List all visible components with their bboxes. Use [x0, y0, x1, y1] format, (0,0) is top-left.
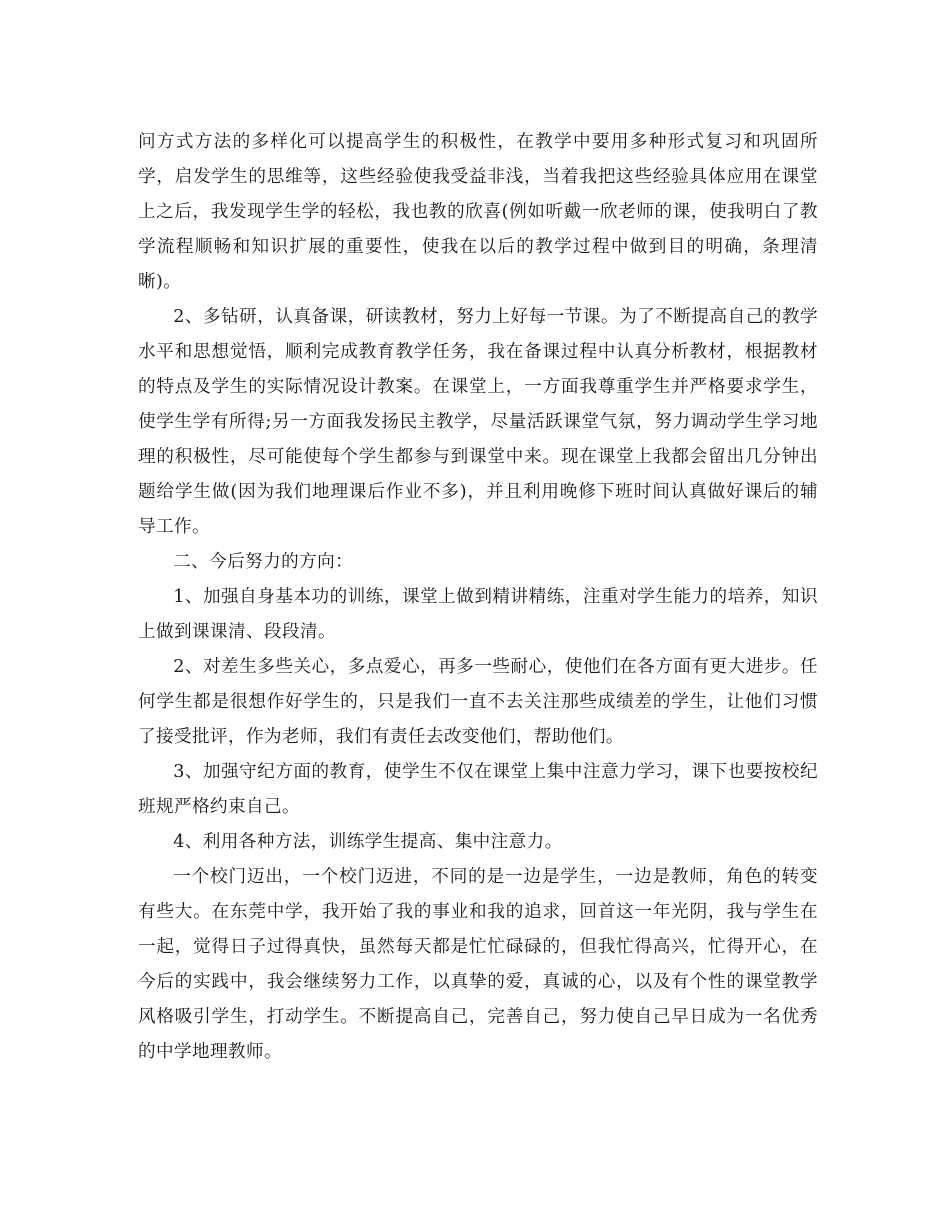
paragraph-item-2-care-students: 2、对差生多些关心，多点爱心，再多一些耐心，使他们在各方面有更大进步。任何学生都是很想作好学生的，只是我们一直不去关注那些成绩差的学生，让他们习惯了接受批评，作为老师，我们有责任去改变他们，帮助他们。: [138, 657, 818, 747]
paragraph-item-1-basic-skills: 1、加强自身基本功的训练，课堂上做到精讲精练，注重对学生能力的培养，知识上做到课课清、段段清。: [138, 587, 818, 642]
paragraph-item-4-attention: 4、利用各种方法，训练学生提高、集中注意力。: [173, 832, 563, 852]
paragraph-item-3-discipline: 3、加强守纪方面的教育，使学生不仅在课堂上集中注意力学习，课下也要按校纪班规严格约束自己。: [138, 762, 818, 817]
section-heading-future-direction: 二、今后努力的方向：: [173, 552, 354, 572]
paragraph-item-2-study: 2、多钻研，认真备课，研读教材，努力上好每一节课。为了不断提高自己的教学水平和思想觉悟，顺利完成教育教学任务，我在备课过程中认真分析教材，根据教材的特点及学生的实际情况设计教案。在课堂上，一方面我尊重学生并严格要求学生，使学生学有所得;另一方面我发扬民主教学，尽量活跃课堂气氛，努力调动学生学习地理的积极性，尽可能使每个学生都参与到课堂中来。现在课堂上我都会留出几分钟出题给学生做(因为我们地理课后作业不多)，并且利用晚修下班时间认真做好课后的辅导工作。: [138, 307, 818, 537]
paragraph-continuation: 问方式方法的多样化可以提高学生的积极性，在教学中要用多种形式复习和巩固所学，启发学生的思维等，这些经验使我受益非浅，当着我把这些经验具体应用在课堂上之后，我发现学生学的轻松，我也教的欣喜(例如听戴一欣老师的课，使我明白了教学流程顺畅和知识扩展的重要性，使我在以后的教学过程中做到目的明确，条理清晰)。: [138, 132, 818, 292]
paragraph-conclusion: 一个校门迈出，一个校门迈进，不同的是一边是学生，一边是教师，角色的转变有些大。在东莞中学，我开始了我的事业和我的追求，回首这一年光阴，我与学生在一起，觉得日子过得真快，虽然每天都是忙忙碌碌的，但我忙得高兴，忙得开心，在今后的实践中，我会继续努力工作，以真挚的爱，真诚的心，以及有个性的课堂教学风格吸引学生，打动学生。不断提高自己，完善自己，努力使自己早日成为一名优秀的中学地理教师。: [138, 867, 818, 1062]
document-page: [138, 125, 818, 1070]
